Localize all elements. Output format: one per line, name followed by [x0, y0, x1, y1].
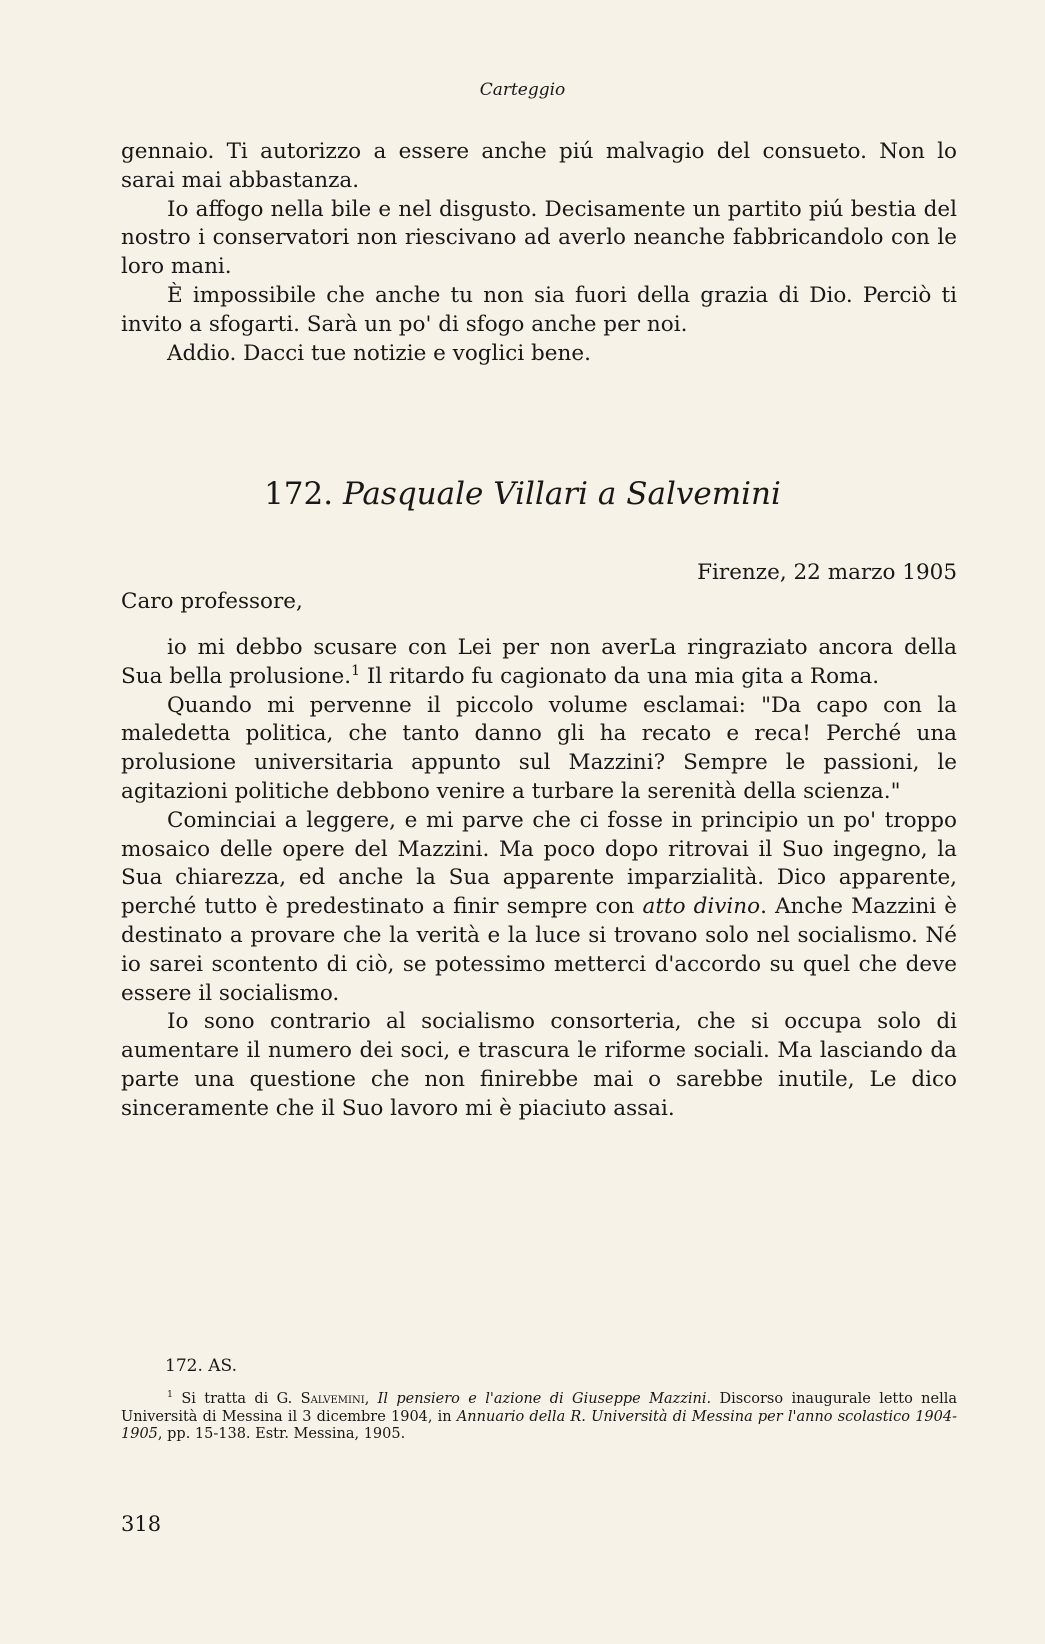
letter-number: 172. [264, 476, 334, 512]
paragraph [121, 807, 957, 1009]
footnote-text: Si tratta di G. [181, 1391, 301, 1407]
paragraph: gennaio. Ti autorizzo a essere anche piú malvagio del consueto. Non lo sarai mai abbastanza. [121, 139, 957, 193]
footnote-text: . Discorso inaugurale letto nella Università di Messina il 3 dicembre 1904, in [121, 1391, 957, 1425]
paragraph: È impossibile che anche tu non sia fuori della grazia di Dio. Perciò ti invito a sfogarti. Sarà un po' di sfogo anche per noi. [121, 282, 957, 337]
running-head: Carteggio [479, 80, 566, 100]
footnote-author: Salvemini [300, 1391, 365, 1407]
paragraph-text: io mi debbo scusare con Lei per non averLa ringraziato ancora della Sua bella prolusione. [121, 635, 957, 689]
footnote-text: , [364, 1391, 378, 1407]
footnote-journal: Annuario della R. Università di Messina per l'anno scolastico 1904-1905 [121, 1408, 958, 1442]
footnote-marker: 1 [167, 1389, 173, 1401]
footnote-work-title: Il pensiero e l'azione di Giuseppe Mazzini [377, 1391, 707, 1407]
page-number: 318 [121, 1512, 162, 1536]
paragraph-text: Il ritardo fu cagionato da una mia gita a Roma. [359, 663, 880, 689]
footnote [121, 1391, 957, 1444]
previous-letter-text [121, 138, 957, 368]
source-note: 172. AS. [165, 1356, 237, 1376]
paragraph: Quando mi pervenne il piccolo volume esclamai: "Da capo con la maledetta politica, che tanto danno gli ha recato e reca! Perché una prolusione universitaria appunto sul Mazzini? Sempre le passioni, le agitazioni politiche debbono venire a turbare la serenità della scienza." [121, 692, 957, 804]
footnote-ref: 1 [351, 662, 360, 679]
paragraph [121, 634, 957, 692]
letter-body [121, 634, 957, 1124]
italic-phrase: atto divino [642, 894, 761, 920]
paragraph-text: . Anche Mazzini è destinato a provare che la verità e la luce si trovano solo nel socialismo. Né io sarei scontento di ciò, se potessimo metterci d'accordo su quel che deve essere il socialismo. [121, 894, 957, 1006]
paragraph: Io affogo nella bile e nel disgusto. Decisamente un partito piú bestia del nostro i conservatori non riescivano ad averlo neanche fabbricandolo con le loro mani. [121, 196, 957, 280]
letter-heading [0, 476, 1045, 512]
footnote-text: , pp. 15-138. Estr. Messina, 1905. [157, 1426, 406, 1442]
paragraph-text: Cominciai a leggere, e mi parve che ci fosse in principio un po' troppo mosaico delle opere del Mazzini. Ma poco dopo ritrovai il Suo ingegno, la Sua chiarezza, ed anche la Sua apparente imparzialità. Dico apparente, perché tutto è predestinato a finir sempre con [121, 807, 957, 920]
letter-title: Pasquale Villari a Salvemini [342, 476, 781, 512]
paragraph: Io sono contrario al socialismo consorteria, che si occupa solo di aumentare il numero dei soci, e trascura le riforme sociali. Ma lasciando da parte una questione che non finirebbe mai o sarebbe inutile, Le dico sinceramente che il Suo lavoro mi è piaciuto assai. [121, 1009, 957, 1121]
salutation: Caro professore, [121, 589, 303, 614]
dateline: Firenze, 22 marzo 1905 [697, 560, 957, 585]
paragraph: Addio. Dacci tue notizie e voglici bene. [167, 340, 591, 366]
